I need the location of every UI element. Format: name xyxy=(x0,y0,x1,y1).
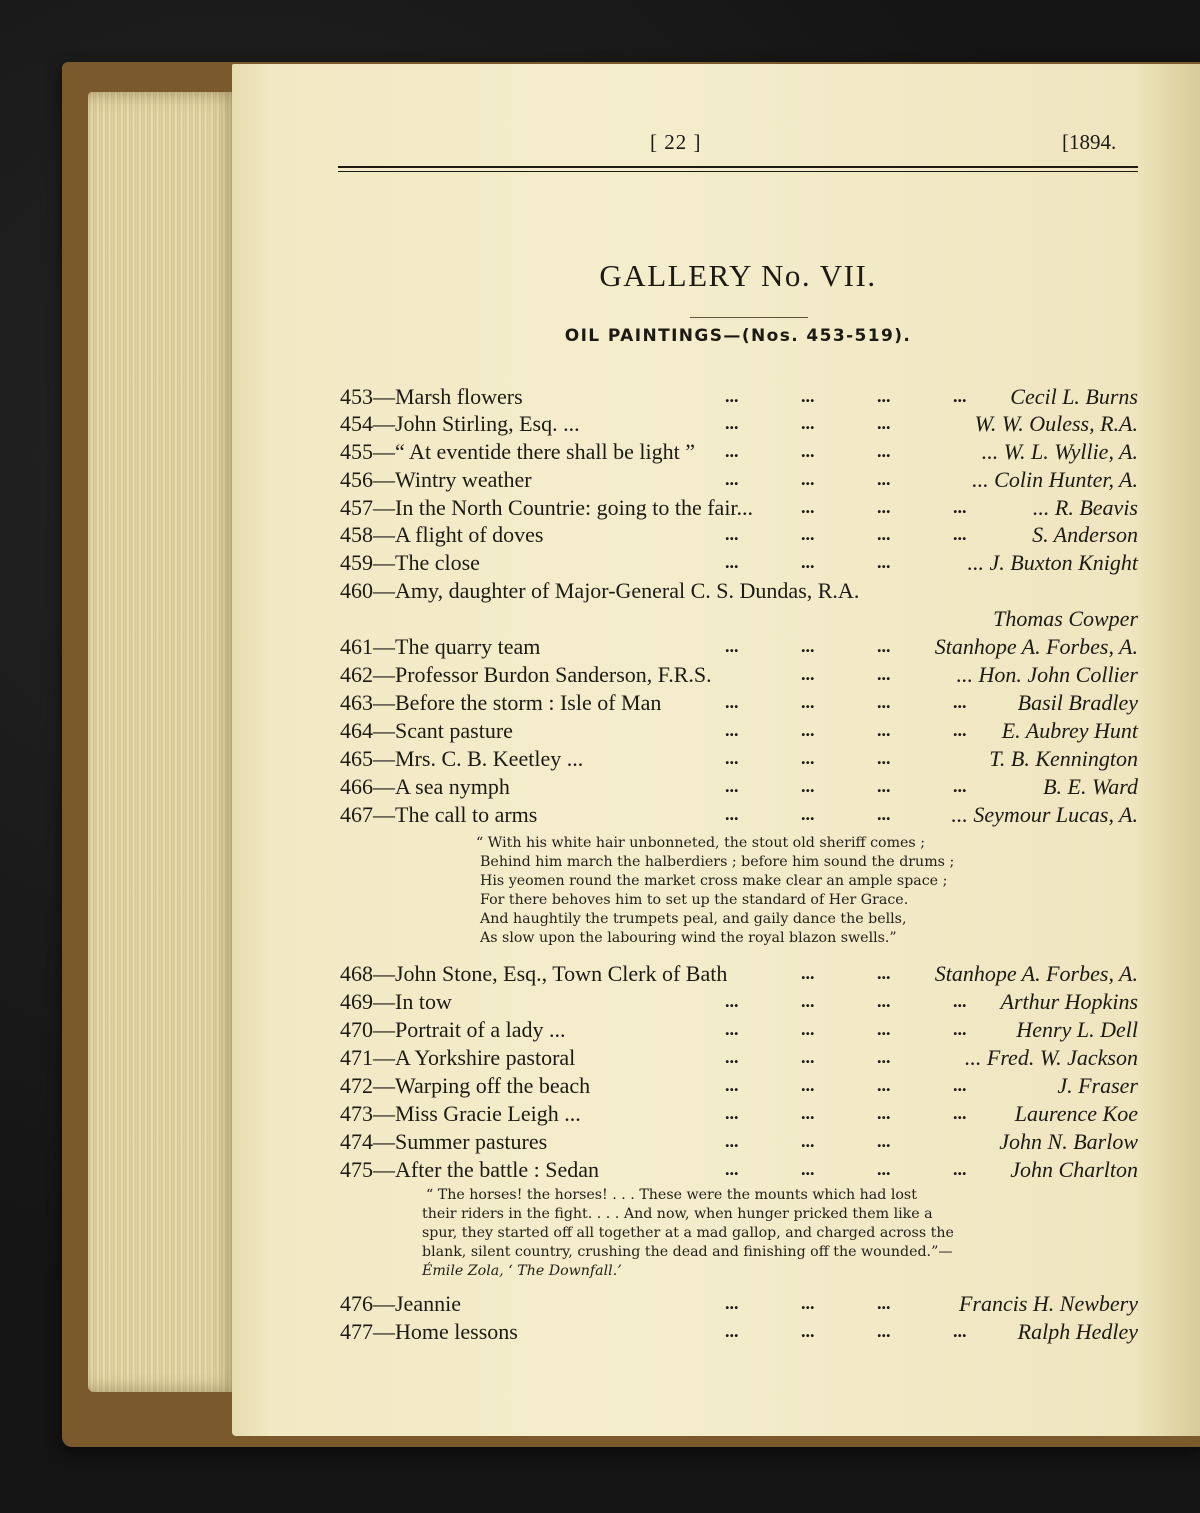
catalogue-entry: 464—Scant pasture E. Aubrey Hunt ... ... ... ... xyxy=(340,718,1138,743)
catalogue-entry: 475—After the battle : Sedan John Charlton ... ... ... ... xyxy=(340,1157,1138,1182)
entry-title: 458—A flight of doves xyxy=(340,522,544,547)
entry-artist: ... J. Buxton Knight xyxy=(967,550,1138,575)
catalogue-entry xyxy=(340,577,1138,604)
entry-title: 465—Mrs. C. B. Keetley ... xyxy=(340,746,584,771)
entry-artist: Thomas Cowper xyxy=(993,606,1138,631)
catalogue-entry: 454—John Stirling, Esq. ... W. W. Ouless, R.A. ... ... ... xyxy=(340,411,1138,436)
entry-artist: ... Seymour Lucas, A. xyxy=(951,802,1138,827)
catalogue-entry: 462—Professor Burdon Sanderson, F.R.S. ... Hon. John Collier ... ... xyxy=(340,662,1138,687)
quote-line: As slow upon the labouring wind the royal blazon swells.” xyxy=(480,930,897,946)
catalogue-entry: 461—The quarry team Stanhope A. Forbes, A. ... ... ... xyxy=(340,634,1138,659)
title-divider xyxy=(690,317,808,318)
entry-title: 472—Warping off the beach xyxy=(340,1073,591,1098)
catalogue-entry: 469—In tow Arthur Hopkins ... ... ... ... xyxy=(340,989,1138,1014)
header-rule-thin xyxy=(338,171,1138,172)
entry-title: 466—A sea nymph xyxy=(340,774,510,799)
entry-artist: ... Hon. John Collier xyxy=(956,662,1138,687)
quote-line: Behind him march the halberdiers ; before him sound the drums ; xyxy=(480,854,955,870)
entry-artist: John N. Barlow xyxy=(999,1129,1138,1154)
entry-title: 454—John Stirling, Esq. ... xyxy=(340,411,580,436)
section-subtitle: OIL PAINTINGS—(Nos. 453-519). xyxy=(564,326,912,346)
entry-artist: ... Fred. W. Jackson xyxy=(964,1045,1138,1070)
entry-title: 471—A Yorkshire pastoral xyxy=(340,1045,576,1070)
entry-artist: Basil Bradley xyxy=(1017,690,1138,715)
catalogue-entry: 467—The call to arms ... Seymour Lucas, A. ... ... ... xyxy=(340,802,1138,827)
entry-title: 460—Amy, daughter of Major-General C. S. Dundas, R.A. xyxy=(340,578,860,603)
entry-artist: ... W. L. Wyllie, A. xyxy=(981,439,1138,464)
entry-title: 469—In tow xyxy=(340,989,452,1014)
header-rule xyxy=(338,166,1138,168)
entry-title: 477—Home lessons xyxy=(340,1319,518,1344)
catalogue-entry: 474—Summer pastures John N. Barlow ... ... ... xyxy=(340,1129,1138,1154)
entry-title: 462—Professor Burdon Sanderson, F.R.S. xyxy=(340,662,712,687)
entry-title: 457—In the North Countrie: going to the fair... xyxy=(340,495,754,520)
page-year: [1894. xyxy=(1062,130,1117,154)
entry-artist: W. W. Ouless, R.A. xyxy=(974,411,1138,436)
quote-line: spur, they started off all together at a mad gallop, and charged across the xyxy=(422,1225,954,1241)
catalogue-entry: 477—Home lessons Ralph Hedley ... ... ... ... xyxy=(340,1319,1138,1344)
entry-title: 467—The call to arms xyxy=(340,802,538,827)
catalogue-entry: 472—Warping off the beach J. Fraser ... ... ... ... xyxy=(340,1073,1138,1098)
entry-title: 470—Portrait of a lady ... xyxy=(340,1017,566,1042)
entry-artist: Stanhope A. Forbes, A. xyxy=(934,634,1138,659)
catalogue-entry: 453—Marsh flowers Cecil L. Burns ... ... ... ... xyxy=(340,384,1138,409)
quote-line: For there behoves him to set up the standard of Her Grace. xyxy=(480,892,909,908)
entry-title: 464—Scant pasture xyxy=(340,718,513,743)
entry-title: 463—Before the storm : Isle of Man xyxy=(340,690,662,715)
entry-artist: Arthur Hopkins xyxy=(1000,989,1138,1014)
entry-artist: S. Anderson xyxy=(1032,522,1138,547)
catalogue-entry: 466—A sea nymph B. E. Ward ... ... ... ... xyxy=(340,774,1138,799)
catalogue-entry: 463—Before the storm : Isle of Man Basil Bradley ... ... ... ... xyxy=(340,690,1138,715)
entry-title: 474—Summer pastures xyxy=(340,1129,548,1154)
entry-title: 459—The close xyxy=(340,550,480,575)
entry-artist: John Charlton xyxy=(1010,1157,1138,1182)
catalogue-entry: 473—Miss Gracie Leigh ... Laurence Koe ... ... ... ... xyxy=(340,1101,1138,1126)
quote-line: their riders in the fight. . . . And now, when hunger pricked them like a xyxy=(422,1206,933,1222)
entry-artist: Francis H. Newbery xyxy=(958,1291,1138,1316)
entry-artist: Laurence Koe xyxy=(1014,1101,1138,1126)
page-number: [ 22 ] xyxy=(650,130,702,154)
catalogue-entry: 459—The close ... J. Buxton Knight ... ... ... xyxy=(340,550,1138,575)
quote-line: And haughtily the trumpets peal, and gaily dance the bells, xyxy=(480,911,907,927)
entry-artist: Ralph Hedley xyxy=(1017,1319,1138,1344)
entry-title: 461—The quarry team xyxy=(340,634,541,659)
entry-title: 475—After the battle : Sedan xyxy=(340,1157,600,1182)
entry-title: 453—Marsh flowers xyxy=(340,384,523,409)
catalogue-entry: 455—“ At eventide there shall be light ” ... W. L. Wyllie, A. ... ... ... xyxy=(340,439,1138,464)
entry-artist: Henry L. Dell xyxy=(1016,1017,1138,1042)
catalogue-entry: 468—John Stone, Esq., Town Clerk of Bath Stanhope A. Forbes, A. ... ... xyxy=(340,961,1138,986)
entry-title: 468—John Stone, Esq., Town Clerk of Bath xyxy=(340,961,728,986)
entry-artist: B. E. Ward xyxy=(1043,774,1138,799)
entry-artist: Stanhope A. Forbes, A. xyxy=(934,961,1138,986)
quote-line: “ The horses! the horses! . . . These were the mounts which had lost xyxy=(426,1187,917,1203)
catalogue-entry: 465—Mrs. C. B. Keetley ... T. B. Kennington ... ... ... xyxy=(340,746,1138,771)
page-edges xyxy=(88,92,240,1392)
entry-title: 476—Jeannie xyxy=(340,1291,461,1316)
entry-artist: ... Colin Hunter, A. xyxy=(972,467,1138,492)
quote-attribution: Émile Zola, ‘ The Downfall.’ xyxy=(422,1263,622,1279)
entry-artist: E. Aubrey Hunt xyxy=(1001,718,1138,743)
entry-artist: J. Fraser xyxy=(1057,1073,1138,1098)
entry-artist: ... R. Beavis xyxy=(1032,495,1138,520)
catalogue-entry: 470—Portrait of a lady ... Henry L. Dell ... ... ... ... xyxy=(340,1017,1138,1042)
page-title: GALLERY No. VII. xyxy=(599,258,877,293)
quote-line: blank, silent country, crushing the dead and finishing off the wounded.”— xyxy=(422,1244,953,1260)
entry-artist: Cecil L. Burns xyxy=(1010,384,1138,409)
quote-line: “ With his white hair unbonneted, the stout old sheriff comes ; xyxy=(476,835,925,851)
catalogue-entry: 471—A Yorkshire pastoral ... Fred. W. Jackson ... ... ... xyxy=(340,1045,1138,1070)
entry-artist: T. B. Kennington xyxy=(989,746,1138,771)
catalogue-entry: 456—Wintry weather ... Colin Hunter, A. ... ... ... xyxy=(340,467,1138,492)
catalogue-entry: 458—A flight of doves S. Anderson ... ... ... ... xyxy=(340,522,1138,547)
entry-title: 456—Wintry weather xyxy=(340,467,532,492)
entry-title: 473—Miss Gracie Leigh ... xyxy=(340,1101,581,1126)
catalogue-entry: 476—Jeannie Francis H. Newbery ... ... ... xyxy=(340,1291,1138,1316)
catalogue-entry: 457—In the North Countrie: going to the fair... ... R. Beavis ... ... ... xyxy=(340,495,1138,520)
entry-title: 455—“ At eventide there shall be light ” xyxy=(340,439,695,464)
quote-line: His yeomen round the market cross make clear an ample space ; xyxy=(480,873,948,889)
